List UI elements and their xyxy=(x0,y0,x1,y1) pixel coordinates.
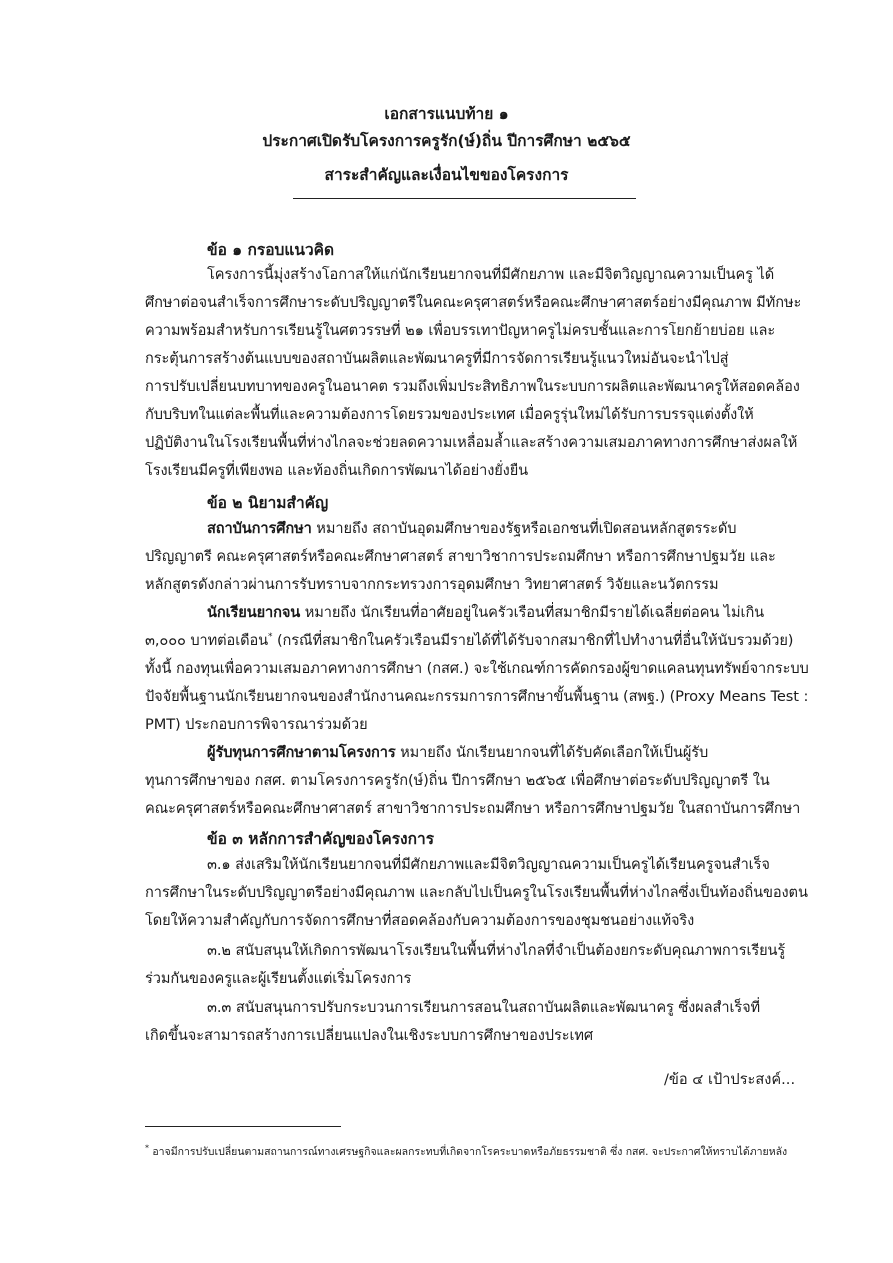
term-definition: หมายถึง สถาบันอุดมศึกษาของรัฐหรือเอกชนที่เปิดสอนหลักสูตรระดับ xyxy=(311,520,737,537)
s2-line: คณะครุศาสตร์หรือคณะศึกษาศาสตร์ สาขาวิชาการประถมศึกษา หรือการศึกษาปฐมวัย ในสถาบันการศึกษา xyxy=(145,800,801,817)
term-label: ผู้รับทุนการศึกษาตามโครงการ xyxy=(207,744,396,761)
s2-line: PMT) ประกอบการพิจารณาร่วมด้วย xyxy=(145,716,368,733)
title-divider xyxy=(293,198,636,199)
term-definition: หมายถึง นักเรียนที่อาศัยอยู่ในครัวเรือนที่สมาชิกมีรายได้เฉลี่ยต่อคน ไม่เกิน xyxy=(300,604,765,621)
s1-line: กระตุ้นการสร้างต้นแบบของสถาบันผลิตและพัฒนาครูที่มีการจัดการเรียนรู้แนวใหม่อันจะนำไปสู่ xyxy=(145,350,729,367)
s3-line: ๓.๒ สนับสนุนให้เกิดการพัฒนาโรงเรียนในพื้นที่ห่างไกลที่จำเป็นต้องยกระดับคุณภาพการเรียนรู้ xyxy=(207,942,786,959)
continuation-note: /ข้อ ๔ เป้าประสงค์... xyxy=(664,1071,796,1088)
section-subtitle: สาระสำคัญและเงื่อนไขของโครงการ xyxy=(324,166,569,184)
s3-line: ๓.๓ สนับสนุนการปรับกระบวนการเรียนการสอนในสถาบันผลิตและพัฒนาครู ซึ่งผลสำเร็จที่ xyxy=(207,999,761,1016)
s1-heading: ข้อ ๑ กรอบแนวคิด xyxy=(207,241,335,259)
s3-line: ๓.๑ ส่งเสริมให้นักเรียนยากจนที่มีศักยภาพและมีจิตวิญญาณความเป็นครูได้เรียนครูจนสำเร็จ xyxy=(207,856,770,873)
s2-line: ปริญญาตรี คณะครุศาสตร์หรือคณะศึกษาศาสตร์ สาขาวิชาการประถมศึกษา หรือการศึกษาปฐมวัย และ xyxy=(145,548,776,565)
announcement-title: ประกาศเปิดรับโครงการครูรัก(ษ์)ถิ่น ปีการศึกษา ๒๕๖๕ xyxy=(262,132,631,150)
s2-line: ทุนการศึกษาของ กสศ. ตามโครงการครูรัก(ษ์)ถิ่น ปีการศึกษา ๒๕๖๕ เพื่อศึกษาต่อระดับปริญญาตรี ใน xyxy=(145,772,770,789)
s2-line xyxy=(145,629,793,652)
s1-line: โรงเรียนมีครูที่เพียงพอ และท้องถิ่นเกิดการพัฒนาได้อย่างยั่งยืน xyxy=(145,462,529,479)
s2-term-scholarship-recipient xyxy=(207,741,708,764)
annex-label: เอกสารแนบท้าย ๑ xyxy=(384,105,509,123)
s3-line: โดยให้ความสำคัญกับการจัดการศึกษาที่สอดคล้องกับความต้องการของชุมชนอย่างแท้จริง xyxy=(145,912,695,929)
s2-line: ปัจจัยพื้นฐานนักเรียนยากจนของสำนักงานคณะกรรมการการศึกษาขั้นพื้นฐาน (สพฐ.) (Proxy Means Test : xyxy=(145,688,809,705)
term-label: นักเรียนยากจน xyxy=(207,604,301,621)
s2-term-poor-student xyxy=(207,601,764,624)
term-definition: หมายถึง นักเรียนยากจนที่ได้รับคัดเลือกให้เป็นผู้รับ xyxy=(395,744,709,761)
income-note: (กรณีที่สมาชิกในครัวเรือนมีรายได้ที่ได้รับจากสมาชิกที่ไปทำงานที่อื่นให้นับรวมด้วย) xyxy=(272,632,794,649)
s1-line: กับบริบทในแต่ละพื้นที่และความต้องการโดยรวมของประเทศ เมื่อครูรุ่นใหม่ได้รับการบรรจุแต่งตั้งให้ xyxy=(145,406,754,423)
footnote xyxy=(145,1143,787,1160)
s2-heading: ข้อ ๒ นิยามสำคัญ xyxy=(207,494,329,512)
s1-line: ความพร้อมสำหรับการเรียนรู้ในศตวรรษที่ ๒๑ เพื่อบรรเทาปัญหาครูไม่ครบชั้นและการโยกย้ายบ่อย และ xyxy=(145,322,776,339)
s2-line: หลักสูตรดังกล่าวผ่านการรับทราบจากกระทรวงการอุดมศึกษา วิทยาศาสตร์ วิจัยและนวัตกรรม xyxy=(145,576,719,593)
s2-term-institution xyxy=(207,517,736,540)
s1-line: ปฏิบัติงานในโรงเรียนพื้นที่ห่างไกลจะช่วยลดความเหลื่อมล้ำและสร้างความเสมอภาคทางการศึกษาส่งผลให้ xyxy=(145,434,798,451)
s1-line: โครงการนี้มุ่งสร้างโอกาสให้แก่นักเรียนยากจนที่มีศักยภาพ และมีจิตวิญญาณความเป็นครู ได้ xyxy=(207,266,775,283)
s1-line: ศึกษาต่อจนสำเร็จการศึกษาระดับปริญญาตรีในคณะครุศาสตร์หรือคณะศึกษาศาสตร์อย่างมีคุณภาพ มีทักษะ xyxy=(145,294,802,311)
footnote-marker: * xyxy=(145,1143,149,1153)
s3-line: ร่วมกันของครูและผู้เรียนตั้งแต่เริ่มโครงการ xyxy=(145,970,412,987)
s1-line: การปรับเปลี่ยนบทบาทของครูในอนาคต รวมถึงเพิ่มประสิทธิภาพในระบบการผลิตและพัฒนาครูให้สอดคล้อง xyxy=(145,378,800,395)
s3-heading: ข้อ ๓ หลักการสำคัญของโครงการ xyxy=(207,830,435,848)
term-label: สถาบันการศึกษา xyxy=(207,520,312,537)
footnote-divider xyxy=(145,1126,341,1127)
s3-line: เกิดขึ้นจะสามารถสร้างการเปลี่ยนแปลงในเชิงระบบการศึกษาของประเทศ xyxy=(145,1027,594,1044)
s3-line: การศึกษาในระดับปริญญาตรีอย่างมีคุณภาพ และกลับไปเป็นครูในโรงเรียนพื้นที่ห่างไกลซึ่งเป็นท้องถิ่นของตน xyxy=(145,884,808,901)
footnote-marker: * xyxy=(268,632,273,643)
footnote-text: อาจมีการปรับเปลี่ยนตามสถานการณ์ทางเศรษฐกิจและผลกระทบที่เกิดจากโรคระบาดหรือภัยธรรมชาติ ซึ่ง กสศ. จะประกาศให้ทราบได้ภายหลัง xyxy=(149,1146,788,1158)
s2-line: ทั้งนี้ กองทุนเพื่อความเสมอภาคทางการศึกษา (กสศ.) จะใช้เกณฑ์การคัดกรองผู้ขาดแคลนทุนทรัพย์จากระบบ xyxy=(145,660,809,677)
income-threshold: ๓,๐๐๐ บาทต่อเดือน xyxy=(145,632,269,649)
